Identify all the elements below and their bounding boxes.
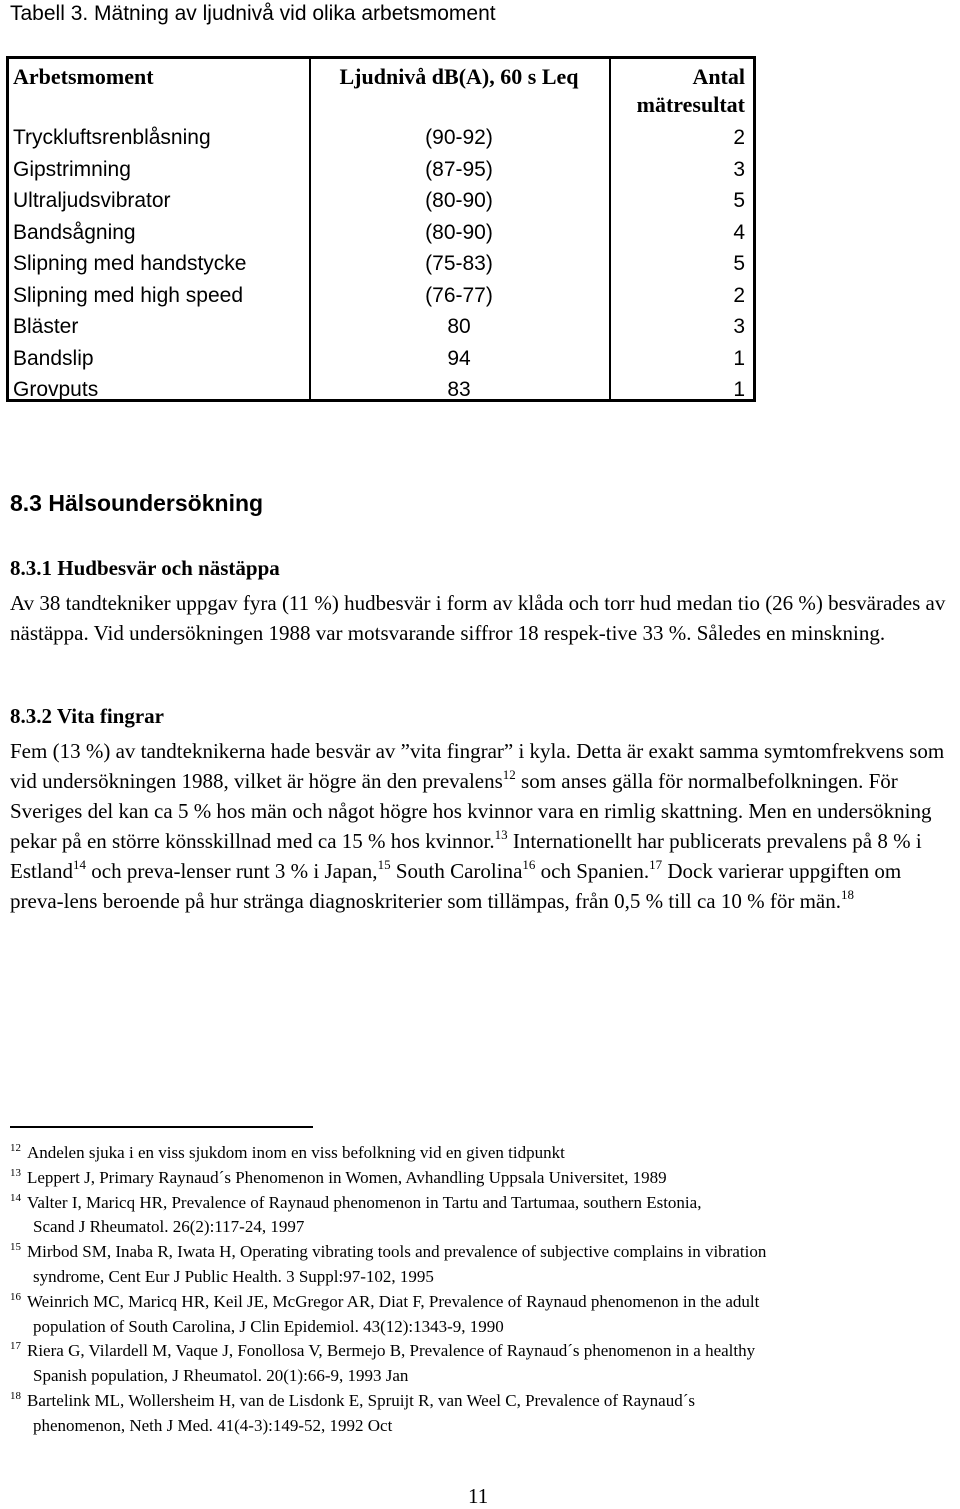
- footnote-ref: 12: [502, 767, 516, 782]
- footnote-item: [10, 1240, 955, 1290]
- footnote-number: 16: [10, 1290, 21, 1303]
- table-cell-count: 1: [733, 346, 745, 370]
- footnote-line: [10, 1240, 955, 1265]
- table-cell-task: Slipning med handstycke: [13, 252, 247, 275]
- footnote-ref: 17: [649, 857, 663, 872]
- column-header-count-line2: mätresultat: [636, 92, 745, 117]
- footnote-continuation: syndrome, Cent Eur J Public Health. 3 Suppl:97-102, 1995: [33, 1266, 434, 1286]
- footnote-text: Andelen sjuka i en viss sjukdom inom en viss befolkning vid en given tidpunkt: [27, 1143, 565, 1162]
- text-run: och Spanien.: [535, 859, 650, 883]
- table-cell-count: 1: [733, 378, 745, 401]
- text-run: och preva-lenser runt 3 % i Japan,: [86, 859, 378, 883]
- footnote-ref: 14: [73, 857, 86, 872]
- footnotes: [10, 1141, 955, 1439]
- footnote-item: [10, 1191, 955, 1241]
- subsection-heading-skin: 8.3.1 Hudbesvär och nästäppa: [10, 556, 280, 580]
- table-cell-count: 3: [733, 157, 745, 181]
- paragraph-white-fingers: [10, 736, 955, 916]
- footnote-text: Leppert J, Primary Raynaud´s Phenomenon in Women, Avhandling Uppsala Universitet, 1989: [27, 1167, 667, 1187]
- footnote-text: Mirbod SM, Inaba R, Iwata H, Operating vibrating tools and prevalence of subjective complains in vibration: [27, 1242, 767, 1262]
- table-cell-count: 4: [733, 220, 745, 244]
- text-run: Dock varierar uppgiften om preva-lens beroende på hur stränga diagnoskriterier som tillämpas, från 0,5 % till ca 10 % för män.: [10, 859, 902, 913]
- table-cell-noise-level: 94: [447, 346, 471, 370]
- footnote-continuation: population of South Carolina, J Clin Epidemiol. 43(12):1343-9, 1990: [33, 1316, 504, 1336]
- subsection-heading-white-fingers: 8.3.2 Vita fingrar: [10, 704, 164, 728]
- table-cell-count: 2: [733, 126, 745, 149]
- table-cell-count: 2: [733, 283, 745, 307]
- table-cell-noise-level: (80-90): [425, 220, 493, 244]
- footnote-continuation: Scand J Rheumatol. 26(2):117-24, 1997: [33, 1217, 305, 1237]
- table-cell-task: Slipning med high speed: [13, 283, 243, 307]
- footnote-item: [10, 1389, 955, 1439]
- paragraph-skin-complaints: Av 38 tandtekniker uppgav fyra (11 %) hudbesvär i form av klåda och torr hud medan tio (26 %) besvärades av nästäppa. Vid undersökningen 1988 var motsvarande siffror 18 respek-tive 33 %. Således en minskning.: [10, 591, 946, 645]
- footnote-line: [10, 1141, 955, 1166]
- footnote-text: Valter I, Maricq HR, Prevalence of Raynaud phenomenon in Tartu and Tartumaa, southern Estonia,: [27, 1192, 702, 1212]
- footnote-ref: 18: [840, 887, 854, 902]
- footnote-text: Bartelink ML, Wollersheim H, van de Lisdonk E, Spruijt R, van Weel C, Prevalence of Raynaud´s: [27, 1390, 696, 1410]
- text-run: Internationellt har publicerats prevalens på 8 % i Estland: [10, 829, 922, 883]
- noise-level-table: [6, 56, 756, 402]
- text-run: South Carolina: [390, 859, 523, 883]
- table-cell-task: Bandsågning: [13, 220, 136, 244]
- footnote-line: [10, 1389, 955, 1414]
- footnote-line: [10, 1191, 955, 1216]
- footnote-ref: 16: [522, 857, 536, 872]
- footnote-item: [10, 1339, 955, 1389]
- footnote-number: 18: [10, 1389, 21, 1402]
- column-header-task: Arbetsmoment: [13, 64, 154, 89]
- table-cell-task: Ultraljudsvibrator: [13, 189, 171, 212]
- footnote-item: [10, 1141, 955, 1166]
- footnote-ref: 15: [377, 857, 391, 872]
- footnote-continuation: Spanish population, J Rheumatol. 20(1):66-9, 1993 Jan: [33, 1366, 409, 1386]
- table-cell-task: Bläster: [13, 315, 79, 338]
- table-cell-task: Grovputs: [13, 378, 99, 401]
- footnote-item: [10, 1166, 955, 1191]
- section-heading: 8.3 Hälsoundersökning: [10, 490, 264, 516]
- footnote-separator: [10, 1126, 313, 1128]
- table-cell-task: Gipstrimning: [13, 157, 131, 181]
- footnote-line: [10, 1166, 955, 1191]
- table-cell-count: 3: [733, 315, 745, 338]
- footnote-text: Weinrich MC, Maricq HR, Keil JE, McGregor AR, Diat F, Prevalence of Raynaud phenomenon in the adult: [27, 1291, 760, 1311]
- footnote-line: [10, 1339, 955, 1364]
- table-cell-noise-level: 80: [447, 315, 471, 338]
- footnote-item: [10, 1290, 955, 1340]
- footnote-number: 17: [10, 1340, 21, 1353]
- table-cell-count: 5: [733, 252, 745, 275]
- table-cell-noise-level: (76-77): [425, 283, 493, 307]
- table-cell-noise-level: 83: [447, 378, 471, 401]
- table-cell-count: 5: [733, 189, 745, 212]
- table-cell-task: Tryckluftsrenblåsning: [13, 126, 211, 149]
- column-header-count: Antal: [692, 64, 745, 89]
- column-header-noise-level: Ljudnivå dB(A), 60 s Leq: [339, 64, 579, 89]
- table-cell-noise-level: (90-92): [425, 126, 493, 149]
- footnote-number: 15: [10, 1241, 21, 1254]
- table-cell-task: Bandslip: [13, 346, 94, 370]
- page-number: 11: [468, 1484, 489, 1508]
- table-caption: Tabell 3. Mätning av ljudnivå vid olika arbetsmoment: [10, 2, 496, 25]
- footnote-number: 13: [10, 1166, 21, 1179]
- footnote-number: 12: [10, 1142, 21, 1154]
- footnote-number: 14: [10, 1191, 21, 1204]
- table-cell-noise-level: (75-83): [425, 252, 493, 275]
- footnote-ref: 13: [494, 827, 508, 842]
- footnote-text: Riera G, Vilardell M, Vaque J, Fonollosa V, Bermejo B, Prevalence of Raynaud´s phenomenon in a healthy: [27, 1341, 756, 1361]
- table-cell-noise-level: (80-90): [425, 189, 493, 212]
- footnote-continuation: phenomenon, Neth J Med. 41(4-3):149-52, 1992 Oct: [33, 1415, 393, 1435]
- text-run: Fem (13 %) av tandteknikerna hade besvär av ”vita fingrar” i kyla. Detta är exakt samma symtomfrekvens som vid undersökningen 1988, vilket är högre än den prevalens: [10, 739, 945, 793]
- footnote-line: [10, 1290, 955, 1315]
- table-cell-noise-level: (87-95): [425, 157, 493, 181]
- text-run: som anses gälla för normalbefolkningen. För Sveriges del kan ca 5 % hos män och något högre hos kvinnor vara en rimlig skattning. Men en undersökning pekar på en större könsskillnad med ca 15 % hos kvinnor.: [10, 769, 932, 853]
